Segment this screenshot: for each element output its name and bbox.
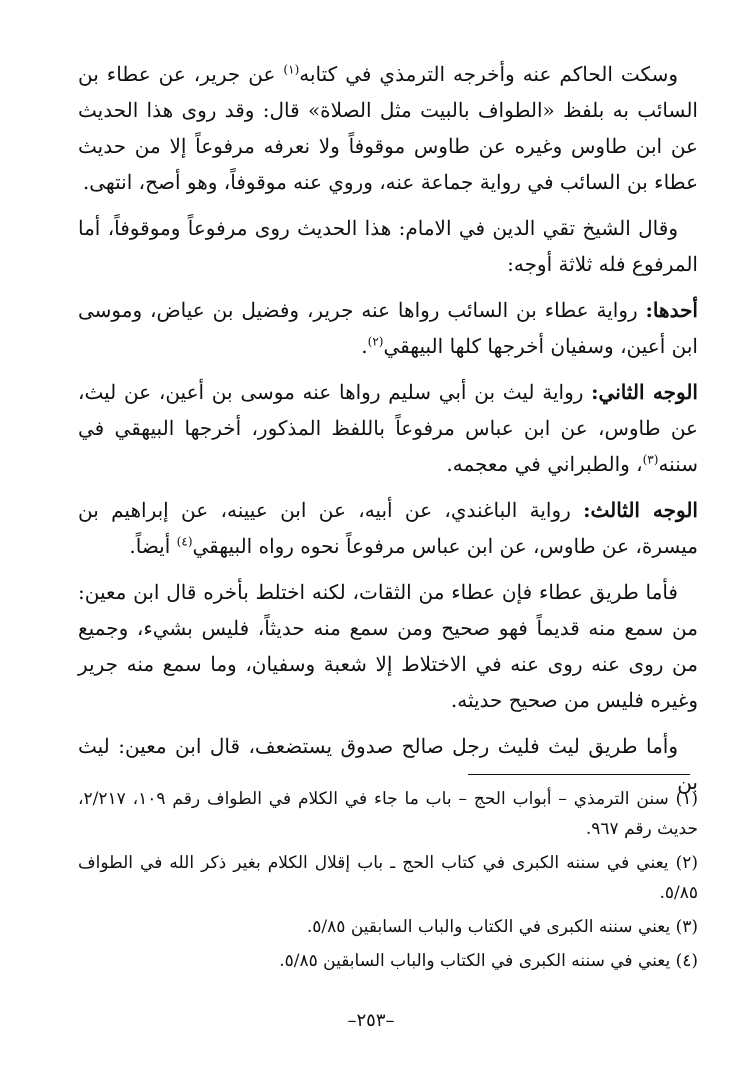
paragraph-text: رواية الباغندي، عن أبيه، عن ابن عيينه، عن إبراهيم بن ميسرة، عن طاوس، عن ابن عباس مرفوعاً نحوه رواه البيهقي	[78, 498, 698, 558]
footnote-ref-2[interactable]: (٢)	[367, 334, 384, 349]
footnote-2: (٢) يعني في سننه الكبرى في كتاب الحج ـ باب إقلال الكلام بغير ذكر الله في الطواف ٥/٨٥.	[78, 853, 698, 903]
page-number: –٢٥٣–	[347, 1010, 395, 1031]
paragraph-5	[78, 492, 698, 564]
footnote-ref-1[interactable]: (١)	[283, 62, 300, 77]
paragraph-3	[78, 292, 698, 364]
paragraph-text: وسكت الحاكم عنه وأخرجه الترمذي في كتابه	[299, 62, 678, 86]
paragraph-text-end: ، والطبراني في معجمه.	[446, 452, 643, 476]
footnote-ref-3[interactable]: (٣)	[642, 452, 659, 467]
footnotes	[78, 784, 698, 980]
paragraph-text: رواية عطاء بن السائب رواها عنه جرير، وفضيل بن عياض، وموسى ابن أعين، وسفيان أخرجها كلها البيهقي	[78, 298, 698, 358]
paragraph-lead: أحدها:	[645, 298, 698, 322]
footnote-1: (١) سنن الترمذي – أبواب الحج – باب ما جاء في الكلام في الطواف رقم ١٠٩، ٢/٢١٧، حديث رقم ٩٦٧.	[78, 789, 699, 839]
footnote-divider	[468, 774, 690, 775]
paragraph-text-end: عن جرير، عن عطاء بن السائب به بلفظ «الطواف بالبيت مثل الصلاة» قال: وقد روى هذا الحديث عن ابن طاوس وغيره عن طاوس موقوفاً ولا نعرفه مرفوعاً إلا من حديث عطاء بن السائب في رواية جماعة عنه، وروي عنه موقوفاً، وهو أصح، انتهى.	[78, 62, 698, 194]
paragraph-text-end: .	[361, 334, 368, 358]
paragraph-6	[78, 574, 698, 718]
paragraph-4	[78, 374, 698, 482]
paragraph-text: وقال الشيخ تقي الدين في الامام: هذا الحديث روى مرفوعاً وموقوفاً، أما المرفوع فله ثلاثة أوجه:	[78, 216, 698, 276]
paragraph-1	[78, 56, 698, 200]
paragraph-lead: الوجه الثاني:	[591, 380, 698, 404]
paragraph-text: فأما طريق عطاء فإن عطاء من الثقات، لكنه اختلط بأخره قال ابن معين: من سمع منه قديماً فهو صحيح ومن سمع منه حديثاً، فليس بشيء، وجميع من روى عنه روى عنه في الاختلاط إلا شعبة وسفيان، وما سمع منه جرير وغيره فليس من صحيح حديثه.	[78, 580, 698, 712]
footnote-3: (٣) يعني سننه الكبرى في الكتاب والباب السابقين ٥/٨٥.	[306, 917, 698, 937]
paragraph-text: رواية ليث بن أبي سليم رواها عنه موسى بن أعين، عن ليث، عن طاوس، عن ابن عباس مرفوعاً باللفظ المذكور، أخرجها البيهقي في سننه	[78, 380, 698, 476]
footnote-ref-4[interactable]: (٤)	[176, 534, 193, 549]
footnote-4: (٤) يعني في سننه الكبرى في الكتاب والباب السابقين ٥/٨٥.	[279, 951, 698, 971]
paragraph-lead: الوجه الثالث:	[583, 498, 698, 522]
paragraph-2	[78, 210, 698, 282]
paragraph-text: وأما طريق ليث فليث رجل صالح صدوق يستضعف، قال ابن معين: ليث بن	[78, 734, 698, 794]
paragraph-text-end: أيضاً.	[129, 534, 177, 558]
main-text	[78, 56, 698, 810]
